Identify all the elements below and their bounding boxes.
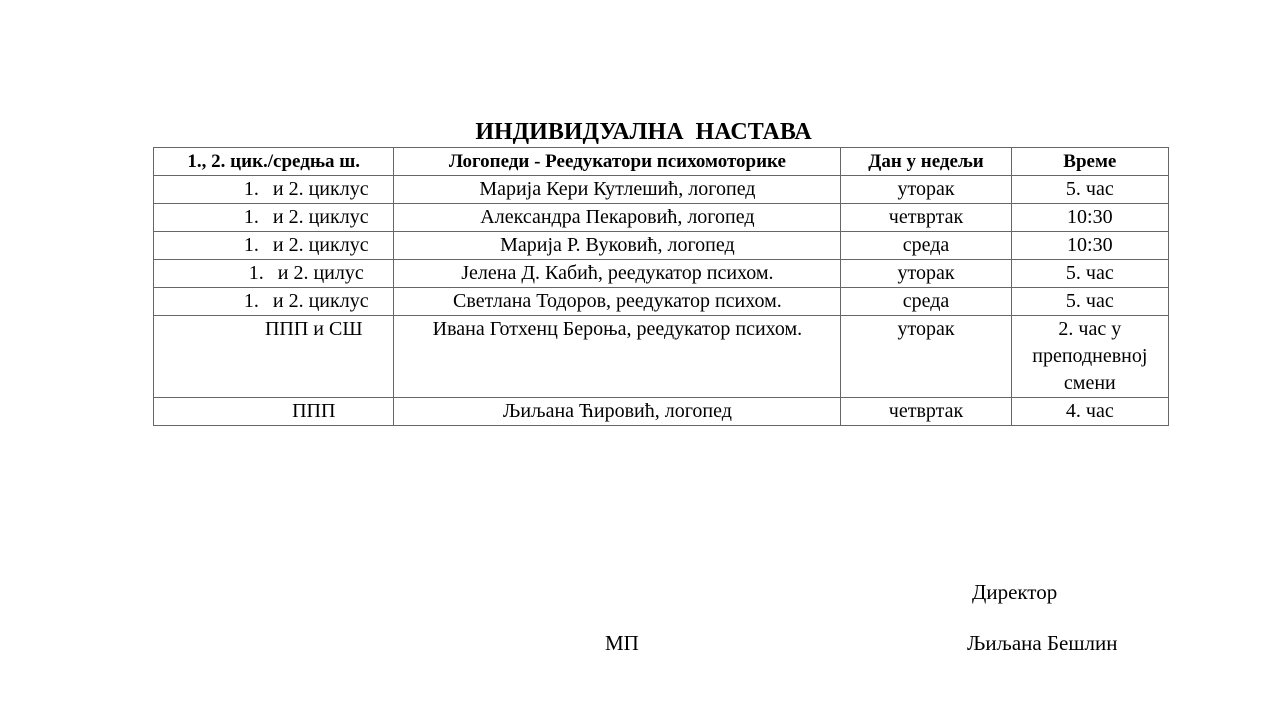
day-cell: четвртак	[841, 204, 1011, 232]
cycle-cell	[154, 204, 394, 232]
time-cell: 2. час у преподневној смени	[1011, 316, 1168, 398]
staff-cell: Марија Р. Вуковић, логопед	[394, 232, 841, 260]
cycle-label: и 2. циклус	[272, 234, 369, 256]
cycle-label: ППП и СШ	[264, 318, 363, 340]
day-cell: уторак	[841, 176, 1011, 204]
cycle-label: и 2. циклус	[272, 290, 369, 312]
cycle-cell	[154, 260, 394, 288]
day-cell: уторак	[841, 316, 1011, 398]
day-cell: четвртак	[841, 398, 1011, 426]
table-row	[154, 204, 1169, 232]
time-cell: 10:30	[1011, 204, 1168, 232]
schedule-table	[153, 147, 1169, 426]
table-row	[154, 176, 1169, 204]
cycle-label: и 2. циклус	[272, 178, 369, 200]
director-name: Љиљана Бешлин	[967, 631, 1118, 655]
table-row	[154, 232, 1169, 260]
table-row	[154, 260, 1169, 288]
cycle-number: 1.	[243, 290, 259, 312]
staff-cell: Александра Пекаровић, логопед	[394, 204, 841, 232]
staff-cell: Јелена Д. Кабић, реедукатор психом.	[394, 260, 841, 288]
stamp-label: МП	[605, 631, 639, 655]
time-cell: 5. час	[1011, 260, 1168, 288]
table-row	[154, 398, 1169, 426]
day-cell: среда	[841, 232, 1011, 260]
header-staff: Логопеди - Реедукатори психомоторике	[394, 148, 841, 176]
time-cell: 5. час	[1011, 288, 1168, 316]
staff-cell: Љиљана Ћировић, логопед	[394, 398, 841, 426]
header-cycle: 1., 2. цик./средња ш.	[154, 148, 394, 176]
time-cell: 4. час	[1011, 398, 1168, 426]
cycle-cell	[154, 232, 394, 260]
cycle-cell	[154, 176, 394, 204]
day-cell: уторак	[841, 260, 1011, 288]
header-time: Време	[1011, 148, 1168, 176]
time-cell: 10:30	[1011, 232, 1168, 260]
cycle-label: и 2. циклус	[272, 206, 369, 228]
cycle-number: 1.	[243, 178, 259, 200]
staff-cell: Ивана Готхенц Берoња, реедукатор психом.	[394, 316, 841, 398]
cycle-cell	[154, 398, 394, 426]
cycle-label: и 2. цилус	[277, 262, 364, 284]
cycle-number: 1.	[248, 262, 264, 284]
cycle-cell	[154, 288, 394, 316]
cycle-number: 1.	[243, 206, 259, 228]
table-row	[154, 316, 1169, 398]
header-day: Дан у недељи	[841, 148, 1011, 176]
table-row	[154, 288, 1169, 316]
staff-cell: Марија Кери Кутлешић, логопед	[394, 176, 841, 204]
day-cell: среда	[841, 288, 1011, 316]
table-header-row	[154, 148, 1169, 176]
cycle-cell	[154, 316, 394, 398]
page-title: ИНДИВИДУАЛНА НАСТАВА	[475, 119, 812, 145]
cycle-label: ППП	[292, 400, 336, 422]
time-cell: 5. час	[1011, 176, 1168, 204]
cycle-number: 1.	[243, 234, 259, 256]
director-label: Директор	[972, 580, 1058, 604]
staff-cell: Светлана Тодоров, реедукатор психом.	[394, 288, 841, 316]
